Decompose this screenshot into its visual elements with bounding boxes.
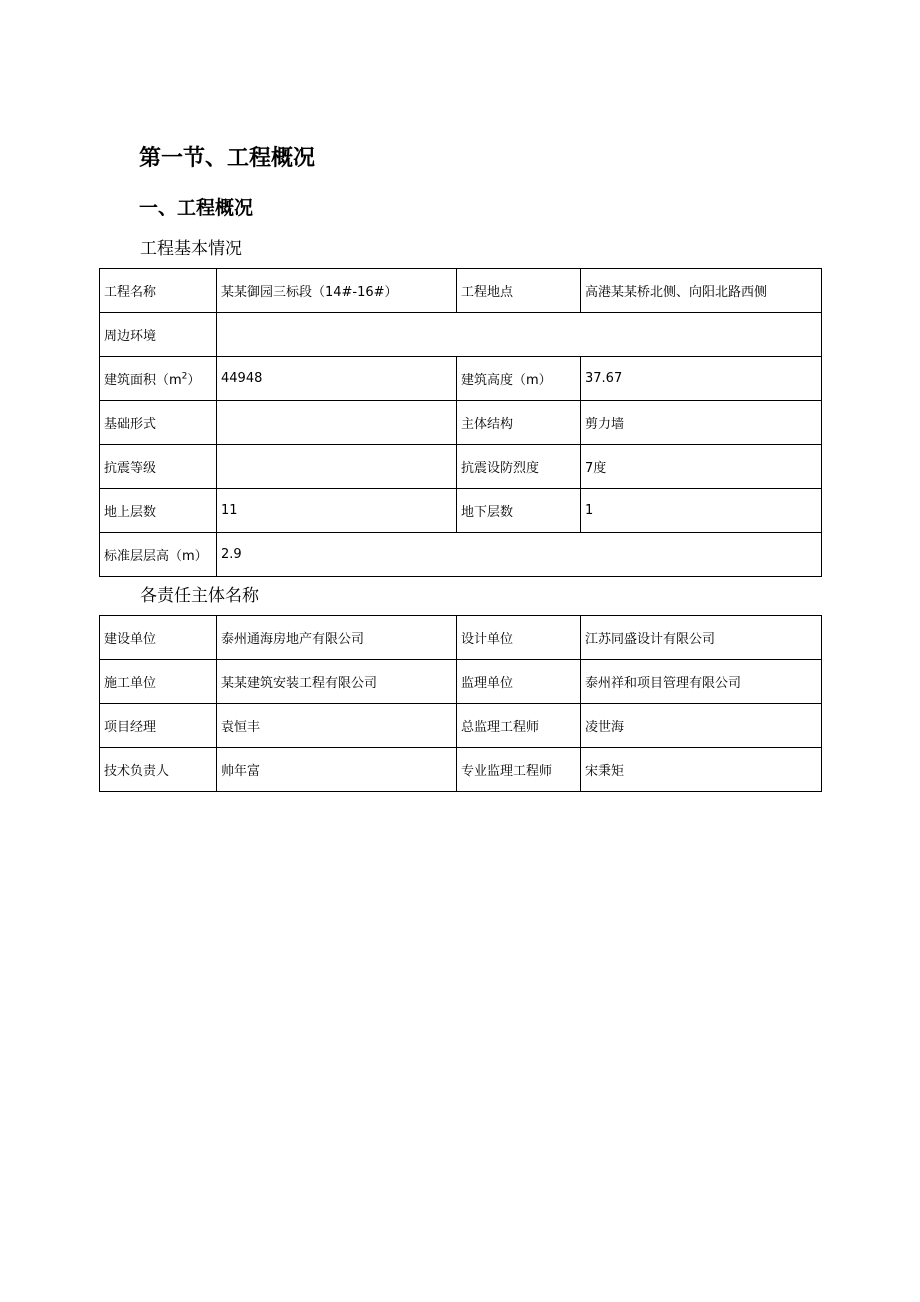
parties-caption: 各责任主体名称	[140, 586, 259, 606]
table-row	[100, 660, 822, 704]
project-name-value: 某某御园三标段（14#-16#）	[217, 269, 457, 313]
area-label-suffix: ）	[187, 373, 201, 388]
subsection-heading: 一、工程概况	[139, 197, 254, 219]
floors-below-label: 地下层数	[457, 489, 581, 533]
parties-table	[99, 615, 822, 792]
party-value: 宋秉矩	[581, 748, 822, 792]
table-row	[100, 704, 822, 748]
floors-below-value: 1	[581, 489, 822, 533]
party-label: 总监理工程师	[457, 704, 581, 748]
party-label: 专业监理工程师	[457, 748, 581, 792]
party-value: 袁恒丰	[217, 704, 457, 748]
table-row	[100, 401, 822, 445]
party-value: 帅年富	[217, 748, 457, 792]
seismic-intensity-label: 抗震设防烈度	[457, 445, 581, 489]
area-label-prefix: 建筑面积（m	[104, 373, 182, 388]
table-row	[100, 313, 822, 357]
surroundings-label: 周边环境	[100, 313, 217, 357]
table-row	[100, 269, 822, 313]
table-row	[100, 533, 822, 577]
table-row	[100, 357, 822, 401]
project-name-label: 工程名称	[100, 269, 217, 313]
table-row	[100, 616, 822, 660]
foundation-value	[217, 401, 457, 445]
foundation-label: 基础形式	[100, 401, 217, 445]
party-value: 某某建筑安装工程有限公司	[217, 660, 457, 704]
floor-height-label: 标准层层高（m）	[100, 533, 217, 577]
seismic-intensity-value: 7度	[581, 445, 822, 489]
seismic-grade-label: 抗震等级	[100, 445, 217, 489]
structure-value: 剪力墙	[581, 401, 822, 445]
height-label: 建筑高度（m）	[457, 357, 581, 401]
area-label-sup: 2	[181, 371, 188, 382]
basic-info-table	[99, 268, 822, 577]
location-label: 工程地点	[457, 269, 581, 313]
party-value: 凌世海	[581, 704, 822, 748]
party-value: 泰州祥和项目管理有限公司	[581, 660, 822, 704]
floors-above-value: 11	[217, 489, 457, 533]
party-value: 江苏同盛设计有限公司	[581, 616, 822, 660]
area-value: 44948	[217, 357, 457, 401]
party-label: 建设单位	[100, 616, 217, 660]
floor-height-value: 2.9	[217, 533, 822, 577]
party-label: 技术负责人	[100, 748, 217, 792]
party-label: 设计单位	[457, 616, 581, 660]
basic-info-caption: 工程基本情况	[140, 239, 242, 259]
location-value: 高港某某桥北侧、向阳北路西侧	[581, 269, 822, 313]
floors-above-label: 地上层数	[100, 489, 217, 533]
party-label: 项目经理	[100, 704, 217, 748]
area-label	[100, 357, 217, 401]
party-label: 施工单位	[100, 660, 217, 704]
party-value: 泰州通海房地产有限公司	[217, 616, 457, 660]
party-label: 监理单位	[457, 660, 581, 704]
table-row	[100, 445, 822, 489]
table-row	[100, 489, 822, 533]
table-row	[100, 748, 822, 792]
section-heading: 第一节、工程概况	[139, 146, 316, 171]
surroundings-value	[217, 313, 822, 357]
structure-label: 主体结构	[457, 401, 581, 445]
seismic-grade-value	[217, 445, 457, 489]
height-value: 37.67	[581, 357, 822, 401]
